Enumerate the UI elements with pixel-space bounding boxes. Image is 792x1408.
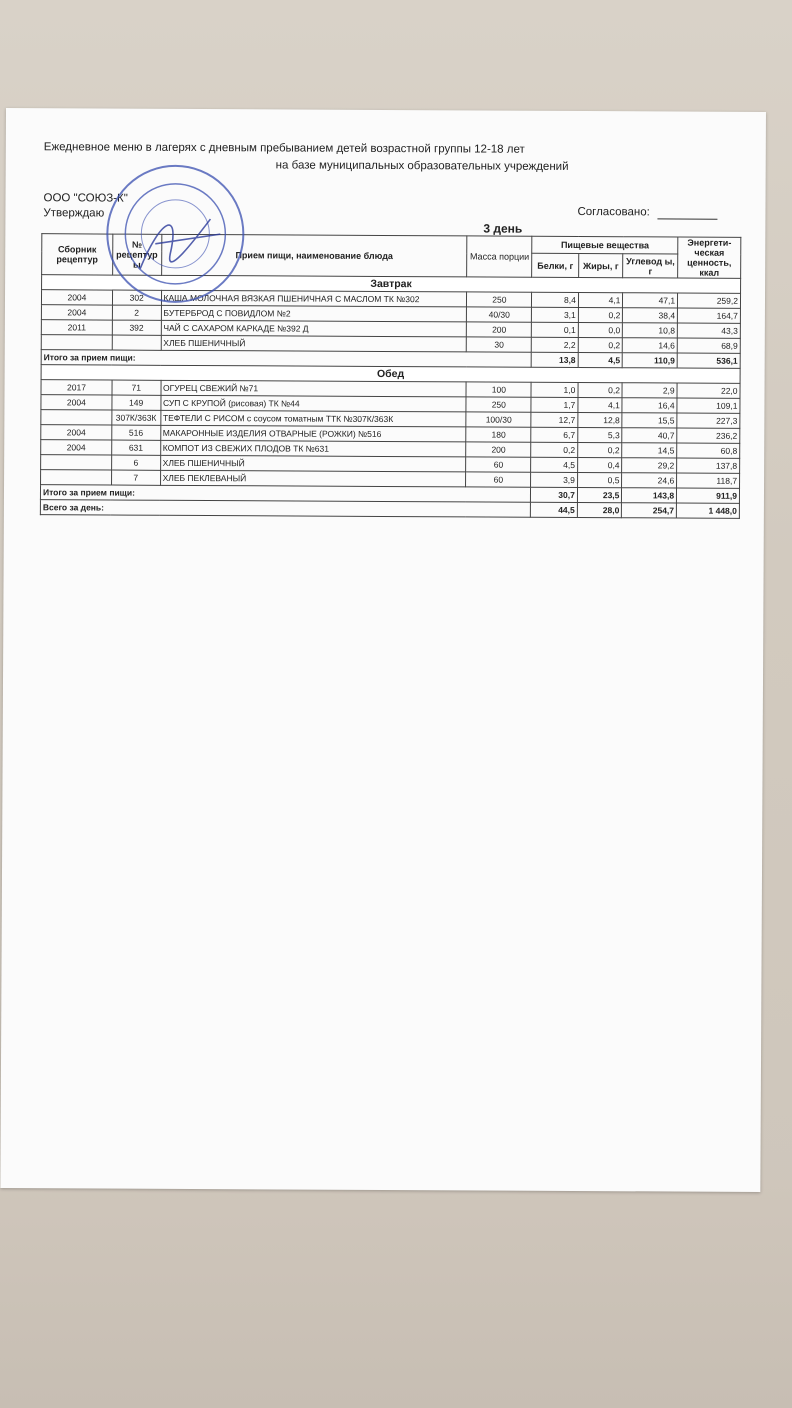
cell-energy: 118,7 [677,473,740,488]
col-protein: Белки, г [532,253,579,277]
cell-mass: 250 [466,397,531,412]
cell-energy: 227,3 [677,413,740,428]
total-p: 30,7 [531,487,578,502]
cell-dish-name: ХЛЕБ ПШЕНИЧНЫЙ [161,335,467,352]
cell-collection: 2004 [41,440,112,455]
cell-fat: 0,2 [578,382,623,397]
cell-collection: 2004 [41,305,112,320]
cell-energy: 137,8 [677,458,740,473]
cell-fat: 4,1 [578,292,623,307]
col-carbs: Углевод ы, г [623,254,678,278]
cell-protein: 4,5 [531,457,578,472]
col-fat: Жиры, г [578,254,623,278]
cell-protein: 3,9 [531,472,578,487]
cell-fat: 0,2 [578,442,623,457]
cell-recipe-no: 302 [112,290,161,305]
cell-fat: 12,8 [578,412,623,427]
cell-recipe-no: 392 [112,320,161,335]
col-energy: Энергети-ческая ценность, ккал [678,237,741,278]
cell-carbs: 38,4 [623,308,678,323]
cell-dish-name: БУТЕРБРОД С ПОВИДЛОМ №2 [161,305,467,322]
section-breakfast: Завтрак [42,275,741,294]
cell-protein: 1,0 [531,382,578,397]
cell-mass: 100/30 [466,412,531,427]
cell-protein: 0,1 [532,322,579,337]
col-nutrients: Пищевые вещества [532,236,678,254]
cell-recipe-no: 516 [112,425,161,440]
cell-energy: 164,7 [678,308,741,323]
cell-collection: 2004 [41,290,112,305]
agreed-label: Согласовано: [577,205,650,219]
cell-mass: 100 [466,382,531,397]
cell-mass: 200 [467,322,532,337]
cell-dish-name: ЧАЙ С САХАРОМ КАРКАДЕ №392 Д [161,320,467,337]
cell-carbs: 40,7 [622,428,677,443]
cell-mass: 30 [467,337,532,352]
total-e: 911,9 [677,488,740,503]
cell-carbs: 29,2 [622,458,677,473]
cell-dish-name: ХЛЕБ ПШЕНИЧНЫЙ [160,455,466,472]
col-recipe-no: № рецептур ы [113,234,162,275]
cell-collection [41,455,112,470]
cell-dish-name: КОМПОТ ИЗ СВЕЖИХ ПЛОДОВ ТК №631 [160,440,466,457]
total-p: 44,5 [531,502,578,517]
cell-dish-name: МАКАРОННЫЕ ИЗДЕЛИЯ ОТВАРНЫЕ (РОЖКИ) №516 [160,425,466,442]
col-dish: Прием пищи, наименование блюда [161,234,467,277]
cell-carbs: 16,4 [622,398,677,413]
cell-fat: 0,2 [578,337,623,352]
section-lunch: Обед [41,365,740,384]
cell-fat: 0,4 [577,457,622,472]
cell-fat: 4,1 [578,397,623,412]
total-f: 28,0 [577,502,622,517]
day-total-row [40,500,739,519]
day-title: 3 день [483,221,523,236]
total-e: 1 448,0 [677,503,740,518]
cell-dish-name: ОГУРЕЦ СВЕЖИЙ №71 [161,380,467,397]
cell-mass: 250 [467,292,532,307]
menu-table-body [40,275,740,519]
cell-protein: 8,4 [532,292,579,307]
cell-mass: 180 [466,427,531,442]
cell-dish-name: КАША МОЛОЧНАЯ ВЯЗКАЯ ПШЕНИЧНАЯ С МАСЛОМ ТК №302 [161,290,467,307]
cell-energy: 22,0 [677,383,740,398]
cell-recipe-no: 631 [112,440,161,455]
cell-dish-name: ТЕФТЕЛИ С РИСОМ с соусом томатным ТТК №307К/363К [160,410,466,427]
cell-dish-name: ХЛЕБ ПЕКЛЕВАНЫЙ [160,470,466,487]
cell-energy: 60,8 [677,443,740,458]
cell-carbs: 10,8 [623,323,678,338]
cell-collection [41,335,112,350]
cell-fat: 0,2 [578,307,623,322]
cell-collection: 2017 [41,380,112,395]
cell-energy: 259,2 [678,293,741,308]
cell-mass: 200 [466,442,531,457]
total-f: 23,5 [577,487,622,502]
cell-recipe-no: 149 [112,395,161,410]
cell-protein: 6,7 [531,427,578,442]
cell-carbs: 15,5 [622,413,677,428]
total-label: Итого за прием пищи: [41,350,531,368]
cell-carbs: 2,9 [622,383,677,398]
signature-line [657,218,717,219]
cell-mass: 60 [466,472,531,487]
cell-recipe-no: 2 [112,305,161,320]
wall-background [0,1180,792,1408]
cell-recipe-no: 307К/363К [112,410,161,425]
cell-protein: 3,1 [532,307,579,322]
cell-fat: 0,5 [577,472,622,487]
cell-recipe-no [112,335,161,350]
col-mass: Масса порции [467,236,532,277]
cell-recipe-no: 7 [111,470,160,485]
cell-fat: 5,3 [578,427,623,442]
cell-carbs: 14,6 [623,338,678,353]
cell-carbs: 14,5 [622,443,677,458]
total-p: 13,8 [531,352,578,367]
cell-mass: 40/30 [467,307,532,322]
menu-title-line1: Ежедневное меню в лагерях с дневным пребыванием детей возрастной группы 12-18 лет [43,141,525,156]
cell-protein: 12,7 [531,412,578,427]
menu-sheet [0,108,766,1192]
approve-label: Утверждаю [43,207,105,220]
cell-dish-name: СУП С КРУПОЙ (рисовая) ТК №44 [160,395,466,412]
total-u: 254,7 [622,503,677,518]
total-label: Всего за день: [40,500,530,518]
cell-carbs: 47,1 [623,293,678,308]
cell-recipe-no: 71 [112,380,161,395]
cell-fat: 0,0 [578,322,623,337]
cell-collection: 2004 [41,395,112,410]
cell-energy: 109,1 [677,398,740,413]
cell-energy: 43,3 [677,323,740,338]
cell-protein: 1,7 [531,397,578,412]
cell-collection [41,410,112,425]
menu-table [40,233,741,519]
cell-recipe-no: 6 [112,455,161,470]
cell-mass: 60 [466,457,531,472]
cell-energy: 236,2 [677,428,740,443]
menu-title-line2: на базе муниципальных образовательных учреждений [275,159,569,173]
col-collection: Сборник рецептур [42,234,113,275]
cell-protein: 0,2 [531,442,578,457]
total-label: Итого за прием пищи: [40,485,530,503]
organization-name: ООО "СОЮЗ-К" [43,192,128,205]
cell-collection: 2004 [41,425,112,440]
cell-energy: 68,9 [677,338,740,353]
cell-collection [41,470,112,485]
total-u: 110,9 [623,353,678,368]
cell-protein: 2,2 [531,337,578,352]
cell-carbs: 24,6 [622,473,677,488]
total-e: 536,1 [677,353,740,368]
cell-collection: 2011 [41,320,112,335]
total-f: 4,5 [578,352,623,367]
total-u: 143,8 [622,488,677,503]
